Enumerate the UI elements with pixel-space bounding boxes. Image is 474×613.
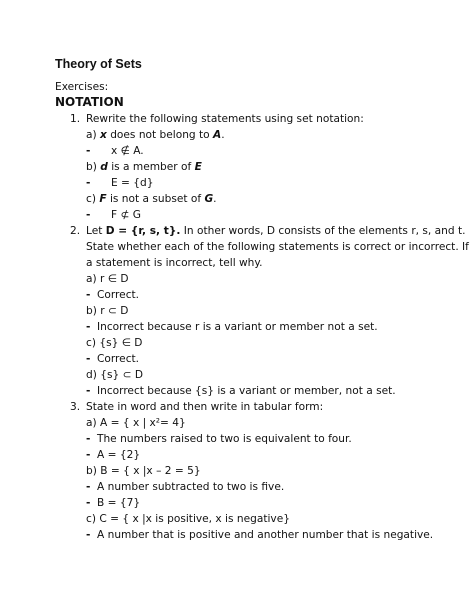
- q2-text-post: In other words, D consists of the elements r, s, and t.: [180, 225, 466, 237]
- q1c-dash: -: [86, 209, 91, 221]
- q1b-var: d: [100, 161, 108, 173]
- q1c-set: G: [204, 193, 214, 205]
- q1a-var: x: [100, 129, 107, 141]
- q3a-answer-1: The numbers raised to two is equivalent to four.: [97, 433, 352, 445]
- q3b-answer-1: A number subtracted to two is five.: [97, 481, 285, 493]
- q3c-item: [86, 512, 290, 526]
- q1c-var: F: [99, 193, 107, 205]
- q2b-answer: Incorrect because r is a variant or member not a set.: [97, 321, 378, 333]
- q2-text-line1: [86, 224, 465, 238]
- q3b-label: b): [86, 465, 97, 477]
- q3c-label: c): [86, 513, 96, 525]
- q3a-answer-2: A = {2}: [97, 449, 141, 461]
- q1b-set: E: [194, 161, 202, 173]
- q1a-label: a): [86, 129, 97, 141]
- q2c-dash: -: [86, 353, 91, 365]
- q1a-answer: x ∉ A.: [111, 145, 144, 157]
- q2a-dash: -: [86, 289, 91, 301]
- q2-number: 2.: [70, 225, 81, 237]
- q1c-answer: F ⊄ G: [111, 209, 141, 221]
- q3b-dash-2: -: [86, 497, 91, 509]
- q2d-answer: Incorrect because {s} is a variant or member, not a set.: [97, 385, 396, 397]
- q2d-dash: -: [86, 385, 91, 397]
- q2-text-line3: a statement is incorrect, tell why.: [86, 257, 263, 269]
- q2d-label: d): [86, 369, 97, 381]
- section-heading: NOTATION: [55, 95, 124, 109]
- q3a-item: [86, 416, 186, 430]
- page-title: Theory of Sets: [55, 57, 142, 71]
- q2c-text: {s} ∈ D: [99, 337, 143, 349]
- q1-text: Rewrite the following statements using set notation:: [86, 113, 364, 125]
- q1a-set: A: [213, 129, 222, 141]
- q3c-text: C = { x |x is positive, x is negative}: [99, 513, 290, 525]
- q3a-dash-2: -: [86, 449, 91, 461]
- q2b-label: b): [86, 305, 97, 317]
- exercises-label: Exercises:: [55, 81, 109, 93]
- q2c-answer: Correct.: [97, 353, 140, 365]
- q1-number: 1.: [70, 113, 81, 125]
- q2b-dash: -: [86, 321, 91, 333]
- q2c-label: c): [86, 337, 96, 349]
- q1c-end: .: [213, 193, 217, 205]
- q3b-text: B = { x |x – 2 = 5}: [100, 465, 201, 477]
- q1b-dash: -: [86, 177, 91, 189]
- q3b-dash-1: -: [86, 481, 91, 493]
- q2-text-pre: Let: [86, 225, 106, 237]
- q1a-end: .: [221, 129, 225, 141]
- q3a-dash-1: -: [86, 433, 91, 445]
- q2d-text: {s} ⊂ D: [100, 369, 144, 381]
- q2-text-line2: State whether each of the following statements is correct or incorrect. If: [86, 241, 469, 253]
- q1a-dash: -: [86, 145, 91, 157]
- q3c-dash-1: -: [86, 529, 91, 541]
- q1a-item: [86, 128, 225, 142]
- q1b-label: b): [86, 161, 97, 173]
- q1a-mid: does not belong to: [106, 129, 214, 141]
- q2a-label: a): [86, 273, 97, 285]
- q1b-answer: E = {d}: [111, 177, 154, 189]
- q1c-label: c): [86, 193, 96, 205]
- q3-number: 3.: [70, 401, 81, 413]
- q2a-answer: Correct.: [97, 289, 140, 301]
- q3b-item: [86, 464, 201, 478]
- q2-set-definition: D = {r, s, t}.: [105, 225, 181, 237]
- q2a-text: r ∈ D: [100, 273, 129, 285]
- q1b-item: [86, 160, 202, 174]
- q3a-text: A = { x | x²= 4}: [100, 417, 186, 429]
- q2a-item: [86, 272, 128, 286]
- q3c-answer-1: A number that is positive and another number that is negative.: [97, 529, 434, 541]
- q2c-item: [86, 336, 142, 350]
- q1c-mid: is not a subset of: [106, 193, 205, 205]
- q1b-mid: is a member of: [107, 161, 195, 173]
- q1c-item: [86, 192, 217, 206]
- q2b-item: [86, 304, 128, 318]
- q3a-label: a): [86, 417, 97, 429]
- q2b-text: r ⊂ D: [100, 305, 129, 317]
- q2d-item: [86, 368, 143, 382]
- q3-text: State in word and then write in tabular form:: [86, 401, 324, 413]
- q3b-answer-2: B = {7}: [97, 497, 141, 509]
